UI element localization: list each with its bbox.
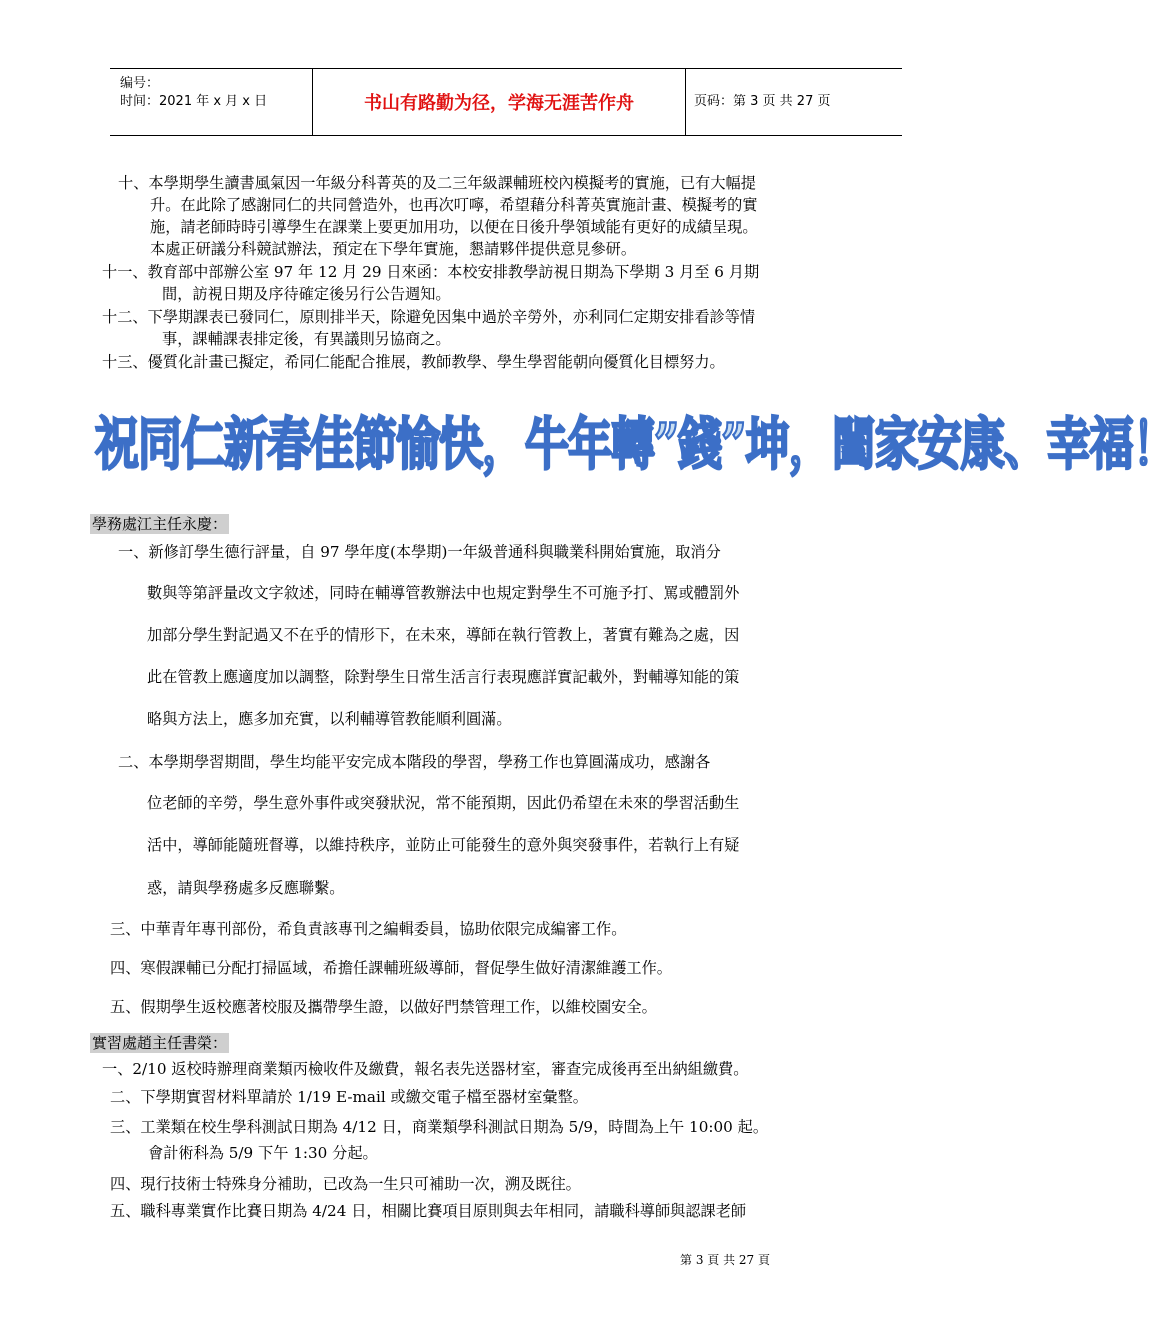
student-affairs-line: 五、假期學生返校應著校服及攜帶學生證，以做好門禁管理工作，以維校園安全。 (110, 998, 657, 1016)
practice-line: 三、工業類在校生學科測試日期為 4/12 日，商業類學科測試日期為 5/9，時間為上午 10:00 起。 (110, 1118, 769, 1136)
motto: 书山有路勤为径，学海无涯苦作舟 (364, 93, 634, 114)
practice-line: 會計術科為 5/9 下午 1:30 分起。 (148, 1144, 378, 1162)
student-affairs-line: 加部分學生對記過又不在乎的情形下，在未來，導師在執行管教上，著實有難為之處，因 (147, 626, 740, 644)
item-10-line-1: 十、本學期學生讀書風氣因一年級分科菁英的及二三年級課輔班校內模擬考的實施，已有大幅提 (118, 174, 756, 192)
student-affairs-line: 一、新修訂學生德行評量，自 97 學年度(本學期)一年級普通科與職業科開始實施，取消分 (118, 543, 721, 561)
item-13-line-1: 十三、優質化計畫已擬定，希同仁能配合推展，教師教學、學生學習能朝向優質化目標努力。 (102, 353, 725, 371)
practice-line: 五、職科專業實作比賽日期為 4/24 日，相關比賽項目原則與去年相同，請職科導師與認課老師 (110, 1202, 747, 1220)
practice-line: 一、2/10 返校時辦理商業類丙檢收件及繳費，報名表先送器材室，審查完成後再至出納組繳費。 (102, 1060, 749, 1078)
header-page-cell (686, 69, 902, 135)
student-affairs-line: 略與方法上，應多加充實，以利輔導管教能順利圓滿。 (147, 710, 512, 728)
header-meta (110, 69, 313, 135)
practice-line: 二、下學期實習材料單請於 1/19 E-mail 或繳交電子檔至器材室彙整。 (110, 1088, 588, 1106)
student-affairs-line: 四、寒假課輔已分配打掃區域，希擔任課輔班級導師，督促學生做好清潔維護工作。 (110, 959, 672, 977)
item-11-line-1: 十一、教育部中部辦公室 97 年 12 月 29 日來函：本校安排教學訪視日期為下學期 3 月至 6 月期 (102, 263, 760, 281)
student-affairs-line: 此在管教上應適度加以調整，除對學生日常生活言行表現應詳實記載外，對輔導知能的策 (147, 668, 740, 686)
time-label: 时间：2021 年 x 月 x 日 (120, 94, 268, 109)
item-11-line-2: 間，訪視日期及序待確定後另行公告週知。 (162, 285, 451, 303)
item-12-line-2: 事，課輔課表排定後，有異議則另協商之。 (162, 330, 451, 348)
item-10-line-3: 施，請老師時時引導學生在課業上要更加用功，以便在日後升學領域能有更好的成績呈現。 (150, 218, 758, 236)
page-footer: 第 3 頁 共 27 頁 (680, 1253, 770, 1267)
item-10-line-2: 升。在此除了感謝同仁的共同營造外，也再次叮嚀，希望藉分科菁英實施計畫、模擬考的實 (150, 196, 758, 214)
student-affairs-line: 數與等第評量改文字敘述，同時在輔導管教辦法中也規定對學生不可施予打、罵或體罰外 (147, 584, 740, 602)
header-motto-cell (313, 69, 686, 135)
student-affairs-line: 二、本學期學習期間，學生均能平安完成本階段的學習，學務工作也算圓滿成功，感謝各 (118, 753, 711, 771)
page-info: 页码：第 3 页 共 27 页 (694, 94, 831, 109)
student-affairs-heading: 學務處江主任永慶： (92, 515, 228, 533)
page-header (110, 68, 902, 136)
number-label: 编号： (120, 76, 160, 91)
student-affairs-line: 三、中華青年專刊部份，希負責該專刊之編輯委員，協助依限完成編審工作。 (110, 920, 627, 938)
new-year-greeting: 祝同仁新春佳節愉快，牛年轉”錢”坤，闔家安康、幸福！ (95, 412, 1176, 478)
practice-heading: 實習處趙主任書榮： (92, 1034, 228, 1052)
item-10-line-4: 本處正研議分科競試辦法，預定在下學年實施，懇請夥伴提供意見參研。 (150, 240, 636, 258)
student-affairs-line: 惑，請與學務處多反應聯繫。 (147, 879, 345, 897)
student-affairs-line: 活中，導師能隨班督導，以維持秩序，並防止可能發生的意外與突發事件，若執行上有疑 (147, 836, 740, 854)
item-12-line-1: 十二、下學期課表已發同仁，原則排半天，除避免因集中過於辛勞外，亦利同仁定期安排看診等情 (102, 308, 756, 326)
student-affairs-line: 位老師的辛勞，學生意外事件或突發狀況，常不能預期，因此仍希望在未來的學習活動生 (147, 794, 740, 812)
practice-line: 四、現行技術士特殊身分補助，已改為一生只可補助一次，溯及既往。 (110, 1175, 581, 1193)
